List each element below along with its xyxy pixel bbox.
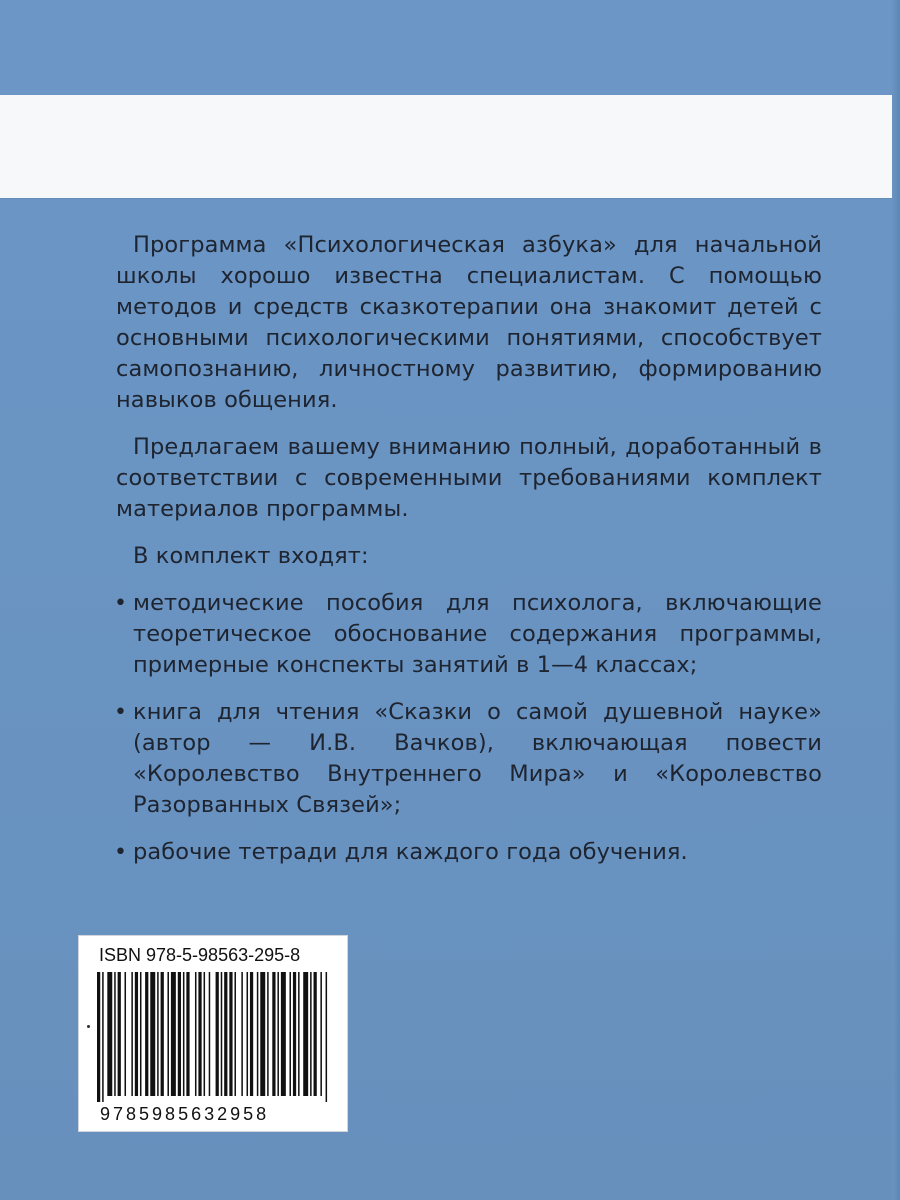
barcode-bar: [131, 972, 133, 1096]
barcode-bar: [272, 972, 275, 1096]
barcode-icon: [97, 972, 329, 1102]
list-item: [116, 588, 822, 681]
barcode-bar: [320, 972, 322, 1096]
barcode-bar: [171, 972, 176, 1096]
bullet-icon: •: [114, 700, 128, 725]
barcode-bar: [198, 972, 201, 1096]
barcode-bar: [161, 972, 164, 1096]
barcode-bar: [167, 972, 169, 1096]
barcode-bar: [145, 972, 148, 1096]
description-paragraph-2: Предлагаем вашему вниманию полный, доработанный в соответствии с современными требованиями комплект материалов программы.: [116, 434, 822, 522]
list-item-text: рабочие тетради для каждого года обучения.: [133, 839, 688, 865]
barcode-bar: [281, 972, 286, 1096]
barcode-bar: [298, 972, 300, 1096]
barcode-bar: [195, 972, 197, 1096]
barcode-bar: [260, 972, 265, 1096]
barcode-bar: [118, 972, 121, 1096]
barcode-bar: [102, 972, 104, 1102]
barcode-bar: [326, 972, 328, 1102]
barcode-bar: [247, 972, 249, 1096]
barcode-bar: [183, 972, 185, 1096]
kit-list: [116, 588, 822, 868]
barcode-bar: [204, 972, 206, 1096]
list-item: [116, 837, 822, 868]
barcode-bar: [107, 972, 112, 1096]
barcode-bar: [150, 972, 155, 1096]
barcode-bar: [293, 972, 296, 1096]
barcode-bar: [289, 972, 291, 1096]
barcode-bar: [157, 972, 159, 1096]
print-dot: [87, 1025, 90, 1028]
barcode-bar: [257, 972, 259, 1096]
barcode-bar: [303, 972, 308, 1096]
isbn-label: ISBN 978-5-98563-295-8: [99, 945, 301, 965]
barcode-bar: [267, 972, 269, 1096]
barcode-bar: [125, 972, 127, 1096]
kit-intro: В комплект входят:: [133, 543, 369, 569]
isbn-barcode-box: [78, 935, 348, 1132]
barcode-bar: [221, 972, 223, 1096]
isbn-digits: 9785985632958: [100, 1104, 270, 1124]
barcode-bar: [114, 972, 116, 1096]
barcode-bar: [216, 972, 219, 1096]
list-item: [116, 697, 822, 821]
list-item-text: книга для чтения «Сказки о самой душевной науке» (автор — И.В. Вачков), включающая повести «Королевство Внутреннего Мира» и «Королевство Разорванных Связей»;: [133, 699, 822, 818]
cover-edge: [892, 0, 900, 1200]
barcode-bar: [135, 972, 138, 1096]
barcode-bar: [241, 972, 243, 1096]
barcode-bar: [314, 972, 317, 1096]
description-paragraph-1: Программа «Психологическая азбука» для начальной школы хорошо известна специалистам. С помощью методов и средств сказкотерапии она знакомит детей с основными психологическими понятиями, способствует самопознанию, личностному развитию, формированию навыков общения.: [116, 232, 822, 413]
description-block: [116, 230, 822, 884]
barcode-bar: [186, 972, 189, 1096]
barcode-bar: [310, 972, 312, 1096]
bullet-icon: •: [114, 840, 128, 865]
barcode-bar: [229, 972, 232, 1096]
barcode-bar: [250, 972, 253, 1096]
barcode-bar: [234, 972, 236, 1096]
barcode-bar: [224, 972, 227, 1096]
bullet-icon: •: [114, 591, 128, 616]
barcode-bar: [277, 972, 279, 1096]
barcode-bar: [140, 972, 142, 1096]
barcode-bar: [209, 972, 211, 1096]
barcode-bar: [178, 972, 181, 1096]
white-band: [0, 95, 892, 198]
barcode-bar: [97, 972, 100, 1102]
list-item-text: методические пособия для психолога, включающие теоретическое обоснование содержания программы, примерные конспекты занятий в 1—4 классах;: [133, 590, 822, 678]
